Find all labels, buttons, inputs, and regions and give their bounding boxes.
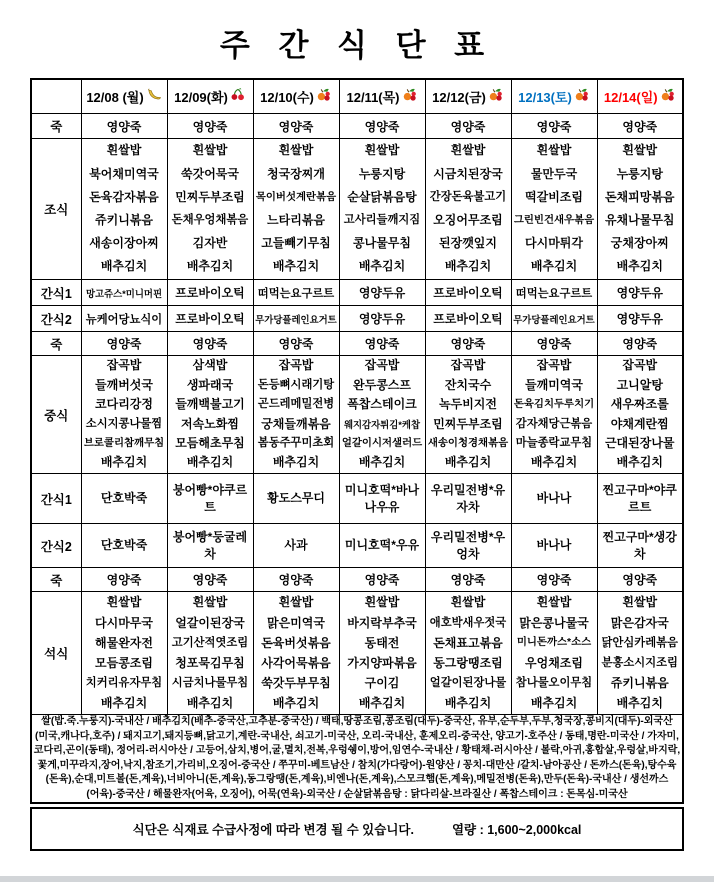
menu-item: 느타리볶음 bbox=[267, 213, 325, 227]
menu-cell: 우리밀전병*유자차 bbox=[425, 474, 511, 524]
day-header-cell bbox=[425, 79, 511, 114]
menu-item: 다시마무국 bbox=[95, 615, 153, 630]
day-date-label: 12/13(토) bbox=[518, 90, 572, 105]
menu-item: 새송이청경채볶음 bbox=[427, 437, 509, 449]
day-menu-cell bbox=[597, 592, 683, 715]
menu-item: 돈채피망볶음 bbox=[604, 189, 675, 204]
menu-item: 돈육버섯볶음 bbox=[261, 635, 331, 650]
menu-item: 맑은콩나물국 bbox=[519, 615, 589, 630]
day-menu-cell bbox=[167, 139, 253, 280]
menu-cell: 붕어빵*둥굴레차 bbox=[167, 524, 253, 568]
menu-item: 유채나물무침 bbox=[604, 213, 675, 227]
menu-item: 잡곡밥 bbox=[106, 358, 142, 373]
menu-item: 감자채당근볶음 bbox=[515, 417, 593, 430]
menu-item: 배추김치 bbox=[272, 455, 320, 470]
day-header-cell bbox=[81, 79, 167, 114]
fruit-basket-icon bbox=[402, 87, 418, 106]
menu-cell: 영양죽 bbox=[425, 114, 511, 139]
menu-cell: 영양죽 bbox=[339, 114, 425, 139]
menu-item: 배추김치 bbox=[100, 696, 148, 711]
menu-cell: 영양죽 bbox=[425, 332, 511, 356]
menu-cell: 영양죽 bbox=[167, 568, 253, 592]
menu-item: 다시마튀각 bbox=[525, 236, 583, 251]
menu-cell: 단호박죽 bbox=[81, 474, 167, 524]
menu-item: 애호박새우젓국 bbox=[429, 616, 507, 629]
menu-item: 웨지감자튀김*케찹 bbox=[343, 418, 421, 430]
menu-cell: 뉴케어당뇨식이 bbox=[81, 306, 167, 332]
menu-item: 청국장찌개 bbox=[267, 166, 325, 181]
menu-item: 미니돈까스*소스 bbox=[516, 636, 592, 648]
menu-cell: 영양죽 bbox=[511, 114, 597, 139]
menu-item: 배추김치 bbox=[616, 696, 663, 711]
menu-cell: 프로바이오틱 bbox=[167, 306, 253, 332]
menu-item: 민찌두부조림 bbox=[433, 416, 503, 431]
menu-item: 맑은미역국 bbox=[267, 615, 325, 630]
day-menu-cell bbox=[253, 139, 339, 280]
menu-item: 들깨버섯국 bbox=[95, 377, 153, 392]
day-date-label: 12/11(목) bbox=[346, 90, 400, 105]
menu-cell: 찐고구마*생강차 bbox=[597, 524, 683, 568]
menu-item: 동그랑땡조림 bbox=[433, 656, 503, 670]
menu-item: 고들빼기무침 bbox=[261, 236, 331, 251]
menu-cell: 떠먹는요구르트 bbox=[511, 280, 597, 306]
day-menu-cell bbox=[511, 356, 597, 474]
menu-item: 삼색밥 bbox=[192, 358, 228, 373]
menu-item: 흰쌀밥 bbox=[106, 595, 142, 610]
day-menu-cell bbox=[425, 139, 511, 280]
menu-item: 배추김치 bbox=[358, 696, 406, 711]
menu-item: 들깨백불고기 bbox=[175, 397, 245, 412]
menu-item: 저속노화찜 bbox=[181, 416, 239, 431]
menu-cell: 붕어빵*야쿠르트 bbox=[167, 474, 253, 524]
menu-item: 그린빈건새우볶음 bbox=[513, 215, 595, 226]
menu-item: 분홍소시지조림 bbox=[601, 657, 678, 669]
menu-item: 근대된장나물 bbox=[604, 435, 675, 450]
row-label-breakfast: 조식 bbox=[31, 139, 81, 280]
menu-item: 배추김치 bbox=[444, 696, 492, 711]
menu-cell: 사과 bbox=[253, 524, 339, 568]
cherry-icon bbox=[230, 87, 246, 106]
day-date-label: 12/09(화) bbox=[174, 90, 228, 105]
menu-cell: 프로바이오틱 bbox=[167, 280, 253, 306]
row-label-snack1-morning: 간식1 bbox=[31, 280, 81, 306]
menu-item: 흰쌀밥 bbox=[364, 595, 400, 610]
menu-cell: 영양두유 bbox=[597, 280, 683, 306]
menu-item: 잡곡밥 bbox=[536, 358, 572, 373]
day-menu-cell bbox=[339, 356, 425, 474]
menu-cell: 영양죽 bbox=[81, 568, 167, 592]
menu-item: 궁채들깨볶음 bbox=[261, 416, 331, 431]
menu-item: 구이김 bbox=[364, 676, 400, 691]
menu-item: 쥬키니볶음 bbox=[95, 213, 153, 227]
menu-item: 배추김치 bbox=[530, 259, 578, 274]
menu-item: 배추김치 bbox=[272, 696, 320, 711]
menu-item: 배추김치 bbox=[530, 696, 578, 711]
menu-item: 소시지콩나물찜 bbox=[85, 417, 163, 430]
menu-cell: 영양죽 bbox=[339, 332, 425, 356]
menu-item: 김자반 bbox=[192, 236, 228, 251]
menu-item: 봄동주꾸미초회 bbox=[257, 436, 335, 449]
menu-item: 간장돈육불고기 bbox=[429, 190, 507, 203]
menu-item: 시금치나물무침 bbox=[171, 677, 249, 690]
day-menu-cell bbox=[339, 139, 425, 280]
menu-item: 잡곡밥 bbox=[622, 358, 658, 373]
row-label-snack1-afternoon: 간식1 bbox=[31, 474, 81, 524]
menu-item: 녹두비지전 bbox=[439, 397, 497, 412]
menu-item: 흰쌀밥 bbox=[106, 143, 142, 158]
menu-item: 배추김치 bbox=[358, 259, 406, 274]
footer-calories: 열량 : 1,600~2,000kcal bbox=[451, 823, 582, 837]
day-menu-cell bbox=[597, 356, 683, 474]
menu-item: 청포묵김무침 bbox=[175, 656, 245, 670]
menu-cell: 영양죽 bbox=[167, 332, 253, 356]
menu-item: 야채계란찜 bbox=[610, 416, 669, 431]
menu-cell: 영양죽 bbox=[597, 568, 683, 592]
menu-item: 돈등뼈시래기탕 bbox=[257, 378, 335, 391]
menu-item: 치커리유자무침 bbox=[85, 677, 163, 690]
menu-item: 배추김치 bbox=[186, 455, 234, 470]
menu-cell: 영양죽 bbox=[253, 114, 339, 139]
footer-note-box bbox=[30, 807, 684, 851]
menu-item: 배추김치 bbox=[444, 259, 492, 274]
menu-item: 생파래국 bbox=[186, 377, 234, 392]
menu-item: 배추김치 bbox=[100, 455, 148, 470]
menu-item: 폭찹스테이크 bbox=[347, 397, 417, 412]
menu-cell: 망고쥬스*미니머핀 bbox=[81, 280, 167, 306]
menu-cell: 영양죽 bbox=[597, 114, 683, 139]
day-menu-cell bbox=[81, 356, 167, 474]
corner-cell bbox=[31, 79, 81, 114]
menu-cell: 미니호떡*바나나우유 bbox=[339, 474, 425, 524]
menu-item: 흰쌀밥 bbox=[192, 143, 228, 158]
menu-cell: 찐고구마*야쿠르트 bbox=[597, 474, 683, 524]
menu-cell: 영양두유 bbox=[339, 306, 425, 332]
day-menu-cell bbox=[81, 592, 167, 715]
menu-item: 배추김치 bbox=[444, 455, 492, 470]
menu-item: 모듬콩조림 bbox=[95, 656, 153, 670]
menu-item: 물만두국 bbox=[530, 166, 578, 181]
menu-item: 배추김치 bbox=[272, 259, 320, 274]
menu-item: 배추김치 bbox=[186, 259, 234, 274]
menu-cell: 영양죽 bbox=[511, 332, 597, 356]
day-menu-cell bbox=[81, 139, 167, 280]
menu-item: 맑은감자국 bbox=[610, 615, 669, 630]
menu-item: 오징어무조림 bbox=[433, 213, 503, 227]
menu-item: 배추김치 bbox=[100, 259, 148, 274]
menu-item: 우엉채조림 bbox=[525, 656, 583, 670]
day-menu-cell bbox=[511, 139, 597, 280]
menu-cell: 영양죽 bbox=[253, 568, 339, 592]
banana-icon bbox=[146, 87, 162, 106]
day-menu-cell bbox=[167, 592, 253, 715]
menu-cell: 바나나 bbox=[511, 524, 597, 568]
page-title: 주 간 식 단 표 bbox=[219, 28, 495, 63]
menu-cell: 영양죽 bbox=[339, 568, 425, 592]
menu-item: 사각어묵볶음 bbox=[261, 656, 331, 670]
menu-item: 떡갈비조림 bbox=[525, 189, 583, 204]
row-label-snack2-morning: 간식2 bbox=[31, 306, 81, 332]
menu-item: 배추김치 bbox=[358, 455, 406, 470]
day-header-cell bbox=[339, 79, 425, 114]
menu-item: 배추김치 bbox=[186, 696, 234, 711]
menu-item: 잡곡밥 bbox=[450, 358, 486, 373]
menu-item: 흰쌀밥 bbox=[450, 143, 486, 158]
menu-item: 순살닭볶음탕 bbox=[347, 189, 417, 204]
menu-item: 배추김치 bbox=[616, 455, 663, 470]
menu-item: 배추김치 bbox=[530, 455, 578, 470]
menu-table-container bbox=[0, 78, 714, 804]
menu-item: 잡곡밥 bbox=[278, 358, 314, 373]
day-menu-cell bbox=[425, 592, 511, 715]
fruit-basket-icon bbox=[660, 87, 676, 106]
menu-item: 얼갈이된장나물 bbox=[429, 677, 507, 690]
menu-item: 들깨미역국 bbox=[525, 377, 583, 392]
day-menu-cell bbox=[253, 356, 339, 474]
menu-item: 고니알탕 bbox=[616, 377, 663, 392]
menu-cell: 영양두유 bbox=[597, 306, 683, 332]
row-label-lunch: 중식 bbox=[31, 356, 81, 474]
menu-item: 고사리들깨지짐 bbox=[343, 214, 421, 226]
ingredient-origin-info: 쌀(밥.죽.누룽지)-국내산 / 배추김치(배추-중국산,고추분-중국산) / 백태,땅콩조림,콩조림(대두)-중국산, 유부,순두부,두부,청국장,콩비지(대두)-외국산(미국,캐나다,호주) / 돼지고기,돼지등뼈,닭고기,계란-국내산, 쇠고기-미국산, 오리-국내산, 훈제오리-중국산, 양고기-호주산 / 동태,명란-미국산 / 가자미,코다리,곤이(동태), 정어리-러시아산 / 고등어,삼치,병어,굴,멸치,전복,우렁쉥이,방어,임연수-국내산 / 황태채-러시아산 / 볼락,아귀,홍합살,우렁살,바지락,꽃게,미꾸라지,장어,낙지,참조기,가리비,오징어-중국산 / 쭈꾸미-베트남산 / 참치(가다랑어)-원양산 / 꽁치-대만산 /갈치-남아공산 / 돈까스(돈육),탕수육(돈육),순대,미트볼(돈,계육),너비아니(돈,계육),동그랑땡(돈,계육),비엔나(돈,계육),스모크햄(돈,계육),메밀전병(돈육),만두(돈육)-국내산 / 생선까스(어육)-중국산 / 해물완자(어육, 오징어), 어묵(연육)-외국산 / 순살닭볶음탕 : 닭다리살-브라질산 / 폭찹스테이크 : 돈목심-미국산 bbox=[31, 715, 683, 804]
menu-item: 누룽지탕 bbox=[616, 166, 663, 181]
menu-item: 마늘종락교무침 bbox=[515, 436, 593, 449]
day-menu-cell bbox=[253, 592, 339, 715]
menu-item: 쑥갓두부무침 bbox=[261, 676, 331, 691]
menu-item: 목이버섯계란볶음 bbox=[255, 191, 337, 203]
menu-cell: 바나나 bbox=[511, 474, 597, 524]
menu-cell: 미니호떡*우유 bbox=[339, 524, 425, 568]
menu-cell: 영양죽 bbox=[511, 568, 597, 592]
day-menu-cell bbox=[167, 356, 253, 474]
day-date-label: 12/08 (월) bbox=[86, 90, 144, 105]
row-label-porridge-evening: 죽 bbox=[31, 568, 81, 592]
day-header-cell bbox=[167, 79, 253, 114]
menu-item: 콩나물무침 bbox=[353, 236, 411, 251]
row-label-dinner: 석식 bbox=[31, 592, 81, 715]
row-label-porridge-morning: 죽 bbox=[31, 114, 81, 139]
menu-cell: 영양죽 bbox=[597, 332, 683, 356]
day-date-label: 12/14(일) bbox=[603, 90, 658, 105]
day-date-label: 12/12(금) bbox=[432, 90, 486, 105]
menu-item: 쥬키니볶음 bbox=[610, 676, 669, 691]
menu-cell: 영양죽 bbox=[81, 332, 167, 356]
menu-cell: 황도스무디 bbox=[253, 474, 339, 524]
menu-cell: 떠먹는요구르트 bbox=[253, 280, 339, 306]
row-label-porridge-noon: 죽 bbox=[31, 332, 81, 356]
day-menu-cell bbox=[425, 356, 511, 474]
menu-cell: 영양죽 bbox=[167, 114, 253, 139]
menu-cell: 프로바이오틱 bbox=[425, 280, 511, 306]
menu-item: 배추김치 bbox=[616, 259, 663, 274]
menu-cell: 우리밀전병*우엉차 bbox=[425, 524, 511, 568]
menu-item: 돈육감자볶음 bbox=[89, 189, 159, 204]
footer-note: 식단은 식재료 수급사정에 따라 변경 될 수 있습니다. bbox=[132, 823, 414, 837]
menu-item: 해물완자전 bbox=[95, 635, 153, 650]
day-menu-cell bbox=[597, 139, 683, 280]
menu-cell: 무가당플레인요거트 bbox=[511, 306, 597, 332]
menu-item: 잔치국수 bbox=[444, 377, 492, 392]
menu-item: 모듬해초무침 bbox=[175, 435, 245, 450]
day-header-cell bbox=[511, 79, 597, 114]
row-label-snack2-afternoon: 간식2 bbox=[31, 524, 81, 568]
day-menu-cell bbox=[339, 592, 425, 715]
menu-item: 동태전 bbox=[364, 635, 400, 650]
menu-item: 흰쌀밥 bbox=[364, 143, 400, 158]
page-bottom-edge bbox=[0, 876, 714, 882]
menu-item: 돈육김치두루치기 bbox=[513, 399, 595, 411]
menu-cell: 무가당플레인요거트 bbox=[253, 306, 339, 332]
menu-cell: 영양죽 bbox=[81, 114, 167, 139]
menu-item: 바지락부추국 bbox=[347, 615, 417, 630]
menu-item: 고기산적엿조림 bbox=[171, 636, 249, 649]
menu-item: 돈채우엉채볶음 bbox=[171, 214, 249, 226]
menu-item: 얼갈이된장국 bbox=[175, 615, 245, 630]
menu-item: 얼갈이시저샐러드 bbox=[341, 437, 423, 449]
menu-item: 새송이장아찌 bbox=[89, 236, 159, 251]
menu-cell: 영양두유 bbox=[339, 280, 425, 306]
menu-item: 흰쌀밥 bbox=[622, 595, 658, 610]
menu-item: 궁채장아찌 bbox=[610, 236, 669, 251]
menu-cell: 영양죽 bbox=[425, 568, 511, 592]
menu-item: 시금치된장국 bbox=[433, 166, 503, 181]
menu-cell: 프로바이오틱 bbox=[425, 306, 511, 332]
menu-item: 곤드레메밀전병 bbox=[257, 398, 335, 411]
menu-item: 흰쌀밥 bbox=[536, 595, 572, 610]
fruit-basket-icon bbox=[316, 87, 332, 106]
fruit-basket-icon bbox=[488, 87, 504, 106]
menu-item: 완두콩스프 bbox=[353, 377, 411, 392]
menu-item: 누룽지탕 bbox=[358, 166, 406, 181]
menu-item: 흰쌀밥 bbox=[622, 143, 658, 158]
menu-item: 북어채미역국 bbox=[89, 166, 159, 181]
menu-item: 쑥갓어묵국 bbox=[181, 166, 239, 181]
menu-item: 새우짜조롤 bbox=[610, 397, 669, 412]
menu-item: 돈채표고볶음 bbox=[433, 635, 503, 650]
menu-item: 흰쌀밥 bbox=[192, 595, 228, 610]
menu-item: 참나물오이무침 bbox=[515, 677, 593, 690]
menu-item: 된장깻잎지 bbox=[439, 236, 497, 251]
fruit-basket-icon bbox=[574, 87, 590, 106]
day-date-label: 12/10(수) bbox=[260, 90, 314, 105]
menu-item: 흰쌀밥 bbox=[278, 595, 314, 610]
menu-item: 민찌두부조림 bbox=[175, 189, 245, 204]
menu-item: 잡곡밥 bbox=[364, 358, 400, 373]
menu-item: 흰쌀밥 bbox=[278, 143, 314, 158]
menu-item: 가지양파볶음 bbox=[347, 656, 417, 670]
menu-item: 흰쌀밥 bbox=[450, 595, 486, 610]
day-menu-cell bbox=[511, 592, 597, 715]
menu-cell: 영양죽 bbox=[253, 332, 339, 356]
menu-table bbox=[30, 78, 684, 804]
day-header-cell bbox=[597, 79, 683, 114]
menu-item: 브로콜리참깨무침 bbox=[83, 437, 165, 449]
menu-item: 흰쌀밥 bbox=[536, 143, 572, 158]
menu-item: 코다리강정 bbox=[95, 397, 153, 412]
menu-item: 닭안심카레볶음 bbox=[601, 636, 678, 649]
menu-cell: 단호박죽 bbox=[81, 524, 167, 568]
day-header-cell bbox=[253, 79, 339, 114]
